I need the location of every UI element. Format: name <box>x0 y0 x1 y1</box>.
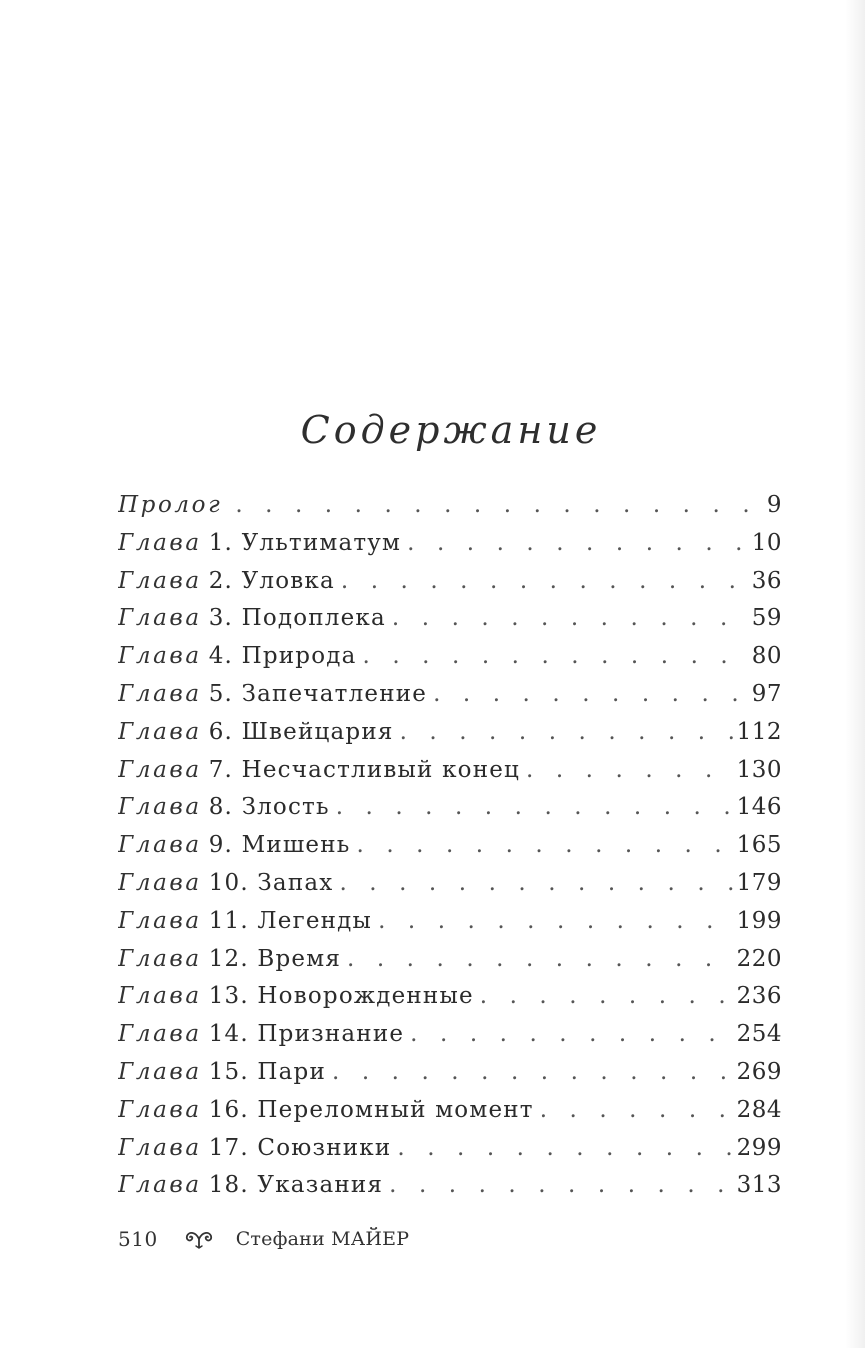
chapter-title: Ультиматум <box>241 529 402 556</box>
toc-entry-chapter-14 <box>118 1016 782 1054</box>
chapter-word: Глава <box>118 869 202 896</box>
chapter-number: 14. <box>208 1021 249 1048</box>
chapter-word: Глава <box>118 794 202 821</box>
chapter-word: Глава <box>118 756 202 783</box>
dot-leader <box>480 978 733 1016</box>
toc-entry-chapter-4 <box>118 638 782 676</box>
chapter-number: 2. <box>208 567 234 594</box>
dot-leader <box>378 903 733 941</box>
toc-entry-chapter-6 <box>118 714 782 752</box>
page-number: 199 <box>736 907 782 934</box>
page-number: 269 <box>736 1058 782 1085</box>
fleuron-icon <box>184 1228 214 1250</box>
toc-entry-chapter-10 <box>118 865 782 903</box>
chapter-number: 6. <box>208 718 234 745</box>
chapter-word: Глава <box>118 983 202 1010</box>
dot-leader <box>389 1167 732 1205</box>
chapter-title: Злость <box>241 794 330 821</box>
dot-leader <box>235 487 763 525</box>
chapter-title: Швейцария <box>241 718 394 745</box>
page-number: 179 <box>736 869 782 896</box>
table-of-contents <box>118 487 782 1205</box>
toc-entry-chapter-7 <box>118 752 782 790</box>
chapter-title: Новорожденные <box>257 983 474 1010</box>
toc-entry-chapter-15 <box>118 1054 782 1092</box>
prologue-label: Пролог <box>118 492 223 518</box>
chapter-number: 17. <box>208 1134 249 1161</box>
chapter-number: 7. <box>208 756 234 783</box>
chapter-word: Глава <box>118 1096 202 1123</box>
toc-entry-chapter-3 <box>118 600 782 638</box>
dot-leader <box>397 1130 732 1168</box>
page-number: 165 <box>736 832 782 859</box>
dot-leader <box>410 1016 732 1054</box>
page-number: 10 <box>751 529 782 556</box>
chapter-title: Уловка <box>241 567 335 594</box>
chapter-number: 8. <box>208 794 234 821</box>
chapter-title: Признание <box>257 1021 405 1048</box>
dot-leader <box>392 600 748 638</box>
author-name: Стефани МАЙЕР <box>235 1228 410 1250</box>
toc-entry-chapter-5 <box>118 676 782 714</box>
chapter-title: Запечатление <box>241 680 428 707</box>
dot-leader <box>336 789 733 827</box>
page-edge-shadow <box>845 0 865 1348</box>
chapter-number: 12. <box>208 945 249 972</box>
toc-entry-chapter-11 <box>118 903 782 941</box>
page-number: 146 <box>736 794 782 821</box>
chapter-word: Глава <box>118 1021 202 1048</box>
toc-title: Содержание <box>300 408 602 452</box>
dot-leader <box>540 1092 733 1130</box>
dot-leader <box>433 676 748 714</box>
chapter-word: Глава <box>118 680 202 707</box>
toc-entry-chapter-16 <box>118 1092 782 1130</box>
chapter-title: Переломный момент <box>257 1096 534 1123</box>
toc-entry-chapter-12 <box>118 941 782 979</box>
chapter-title: Время <box>257 945 342 972</box>
page-number: 130 <box>736 756 782 783</box>
page-number: 299 <box>736 1134 782 1161</box>
chapter-word: Глава <box>118 1058 202 1085</box>
page-number: 59 <box>751 605 782 632</box>
toc-entry-chapter-8 <box>118 789 782 827</box>
chapter-number: 4. <box>208 643 234 670</box>
chapter-title: Подоплека <box>241 605 386 632</box>
page-number: 36 <box>751 567 782 594</box>
dot-leader <box>347 941 733 979</box>
chapter-title: Запах <box>257 869 334 896</box>
toc-entry-chapter-9 <box>118 827 782 865</box>
chapter-word: Глава <box>118 605 202 632</box>
chapter-title: Пари <box>257 1058 327 1085</box>
dot-leader <box>407 525 748 563</box>
chapter-title: Мишень <box>241 832 351 859</box>
page-number: 9 <box>766 492 782 518</box>
dot-leader <box>526 752 733 790</box>
toc-entry-chapter-18 <box>118 1167 782 1205</box>
dot-leader <box>339 865 732 903</box>
dot-leader <box>363 638 748 676</box>
chapter-number: 15. <box>208 1058 249 1085</box>
chapter-word: Глава <box>118 567 202 594</box>
toc-entry-chapter-1 <box>118 525 782 563</box>
chapter-number: 5. <box>208 680 234 707</box>
toc-entry-chapter-2 <box>118 563 782 601</box>
toc-entry-prologue <box>118 487 782 525</box>
page-number: 313 <box>736 1172 782 1199</box>
page-number: 284 <box>736 1096 782 1123</box>
chapter-title: Легенды <box>257 907 373 934</box>
chapter-title: Союзники <box>257 1134 392 1161</box>
chapter-title: Несчастливый конец <box>241 756 521 783</box>
chapter-title: Природа <box>241 643 357 670</box>
folio-page-number: 510 <box>118 1227 158 1251</box>
page-number: 112 <box>736 718 782 745</box>
chapter-number: 16. <box>208 1096 249 1123</box>
page-number: 254 <box>736 1021 782 1048</box>
chapter-number: 3. <box>208 605 234 632</box>
chapter-number: 11. <box>208 907 249 934</box>
page-number: 97 <box>751 680 782 707</box>
chapter-word: Глава <box>118 529 202 556</box>
toc-entry-chapter-17 <box>118 1130 782 1168</box>
chapter-number: 18. <box>208 1172 249 1199</box>
toc-entry-chapter-13 <box>118 978 782 1016</box>
chapter-title: Указания <box>257 1172 384 1199</box>
dot-leader <box>357 827 733 865</box>
page-number: 220 <box>736 945 782 972</box>
chapter-word: Глава <box>118 643 202 670</box>
chapter-number: 1. <box>208 529 234 556</box>
dot-leader <box>400 714 733 752</box>
chapter-number: 13. <box>208 983 249 1010</box>
chapter-word: Глава <box>118 1172 202 1199</box>
chapter-word: Глава <box>118 945 202 972</box>
chapter-word: Глава <box>118 832 202 859</box>
chapter-number: 9. <box>208 832 234 859</box>
chapter-word: Глава <box>118 718 202 745</box>
chapter-word: Глава <box>118 907 202 934</box>
page-footer <box>118 1224 409 1254</box>
page-number: 236 <box>736 983 782 1010</box>
dot-leader <box>341 563 748 601</box>
page-number: 80 <box>751 643 782 670</box>
chapter-number: 10. <box>208 869 249 896</box>
dot-leader <box>332 1054 733 1092</box>
chapter-word: Глава <box>118 1134 202 1161</box>
